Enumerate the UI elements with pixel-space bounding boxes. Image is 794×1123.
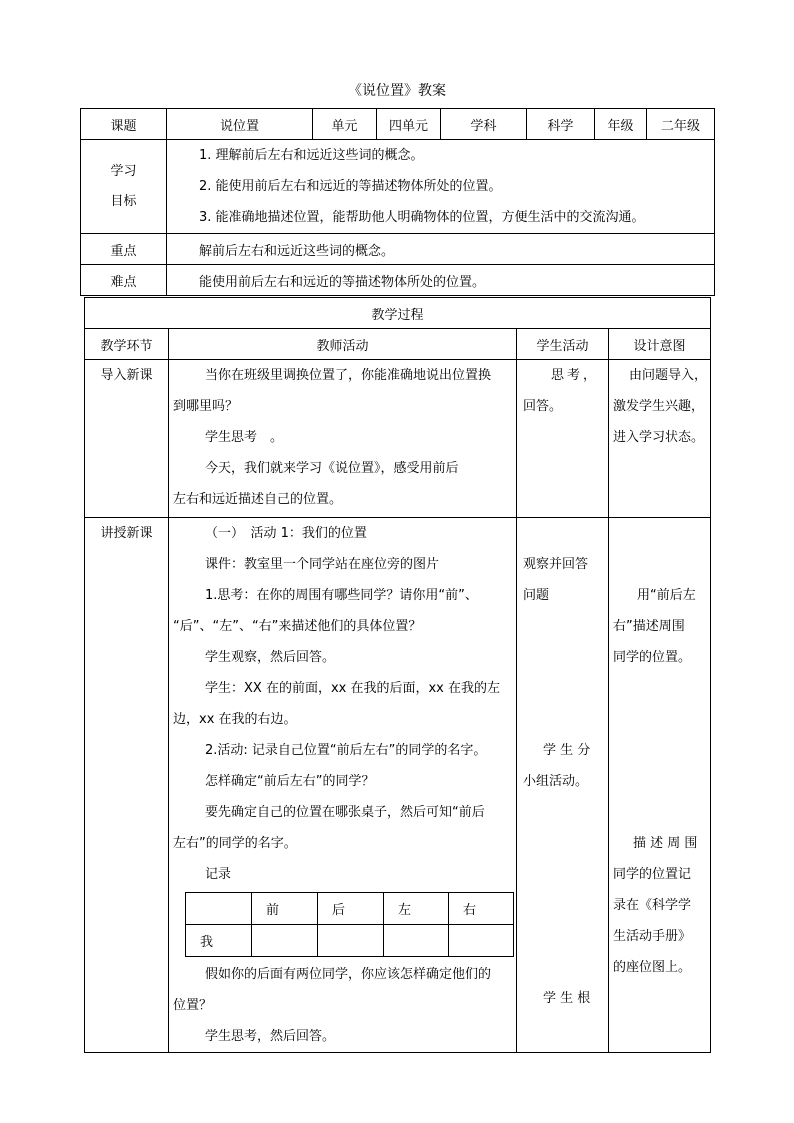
grade-value: 二年级 [647,109,715,140]
record-header-front: 前 [252,893,318,925]
teaching-process-table [84,297,711,1053]
record-cell [449,925,514,957]
difficulty-label: 难点 [81,265,167,296]
unit-label: 单元 [313,109,377,140]
new-lesson-student-activity: 观察并回答 问题 学 生 分 小组活动。 学 生 根 [517,518,609,1053]
record-table [185,892,514,957]
new-lesson-design-intent: 用“前后左 右”描述周围 同学的位置。 描 述 周 围 同学的位置记 录在《科学学 生活动手册》 的座位图上。 [609,518,711,1053]
goal-item: 3. 能准确地描述位置，能帮助他人明确物体的位置，方便生活中的交流沟通。 [199,210,645,225]
new-lesson-stage: 讲授新课 [85,518,169,1053]
intro-student-activity: 思考， 回答。 [517,360,609,518]
header-teacher: 教师活动 [169,329,517,360]
header-intent: 设计意图 [609,329,711,360]
unit-value: 四单元 [377,109,441,140]
record-header-left: 左 [384,893,449,925]
goals-cell [167,140,715,234]
lesson-info-table [80,108,715,296]
record-header-back: 后 [318,893,384,925]
record-header-blank [186,893,252,925]
goal-item: 1. 理解前后左右和远近这些词的概念。 [199,148,424,163]
subject-label: 课题 [81,109,167,140]
course-label: 学科 [441,109,527,140]
subject-value: 说位置 [167,109,313,140]
record-header-right: 右 [449,893,514,925]
intro-stage: 导入新课 [85,360,169,518]
course-value: 科学 [527,109,595,140]
key-point-value: 解前后左右和远近这些词的概念。 [167,234,715,265]
record-cell [252,925,318,957]
process-title: 教学过程 [85,298,711,329]
intro-design-intent: 由问题导入， 激发学生兴趣， 进入学习状态。 [609,360,711,518]
document-title: 《说位置》教案 [348,83,446,99]
record-row-me: 我 [186,925,252,957]
record-cell [318,925,384,957]
header-student: 学生活动 [517,329,609,360]
grade-label: 年级 [595,109,647,140]
record-cell [384,925,449,957]
goals-label: 学习 目标 [81,140,167,234]
goal-item: 2. 能使用前后左右和远近的等描述物体所处的位置。 [199,179,502,194]
key-point-label: 重点 [81,234,167,265]
intro-teacher-activity: 当你在班级里调换位置了，你能准确地说出位置换 到哪里吗？ 学生思考 。 今天，我们就来学习《说位置》，感受用前后 左右和远近描述自己的位置。 [169,360,517,518]
new-lesson-teacher-activity: （一） 活动 1：我们的位置 课件：教室里一个同学站在座位旁的图片 1.思考：在你的周围有哪些同学？请你用“前”、 “后”、“左”、“右”来描述他们的具体位置？ 学生观察，然后回答。 学生：XX 在的前面，xx 在我的后面，xx 在我的左 边，xx 在我的右边。 2.活动: 记录自己位置“前后左右”的同学的名字。 怎样确定“前后左右”的同学？ 要先确定自己的位置在哪张桌子，然后可知“前后 左右”的同学的名字。 记录 前 后 左 右 我 假如你的后面有两位同学，你应该怎样确定他们的 位置？ 学生思考，然后回答。 [169,518,517,1053]
header-stage: 教学环节 [85,329,169,360]
difficulty-value: 能使用前后左右和远近的等描述物体所处的位置。 [167,265,715,296]
